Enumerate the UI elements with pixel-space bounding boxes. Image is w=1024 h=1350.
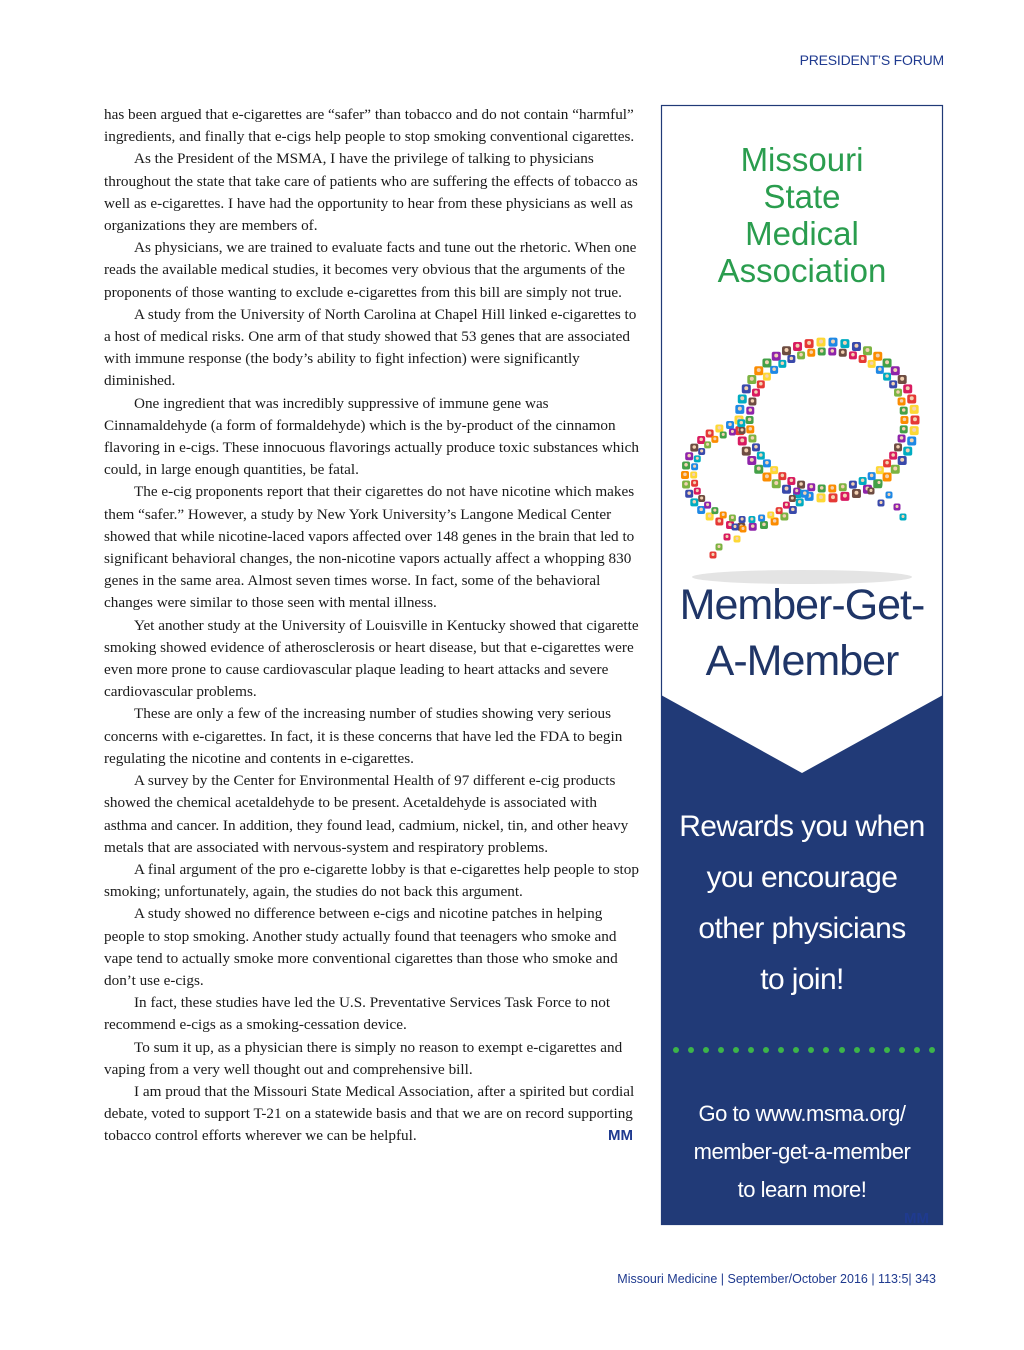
paragraph-last <box>104 1081 639 1148</box>
person-figure-icon <box>772 352 781 361</box>
person-figure-icon <box>778 360 786 368</box>
person-figure-icon <box>876 480 883 487</box>
person-figure-icon <box>883 459 891 467</box>
person-figure-icon <box>716 544 723 551</box>
divider-dot <box>899 1047 905 1053</box>
person-figure-icon <box>732 524 739 531</box>
paragraph: A final argument of the pro e-cigarette lobby is that e-cigarettes help people to stop smoking; unfortunately, again, the studies do not back this argument. <box>104 860 639 901</box>
person-figure-icon <box>757 452 765 460</box>
person-figure-icon <box>839 483 847 491</box>
member-get-a-member-ad <box>661 105 943 1225</box>
person-figure-icon <box>829 338 838 347</box>
person-figure-icon <box>711 436 718 443</box>
person-figure-icon <box>852 489 861 498</box>
person-figure-icon <box>898 397 906 405</box>
person-figure-icon <box>910 426 919 435</box>
person-figure-icon <box>829 493 838 502</box>
person-figure-icon <box>748 435 756 443</box>
person-figure-icon <box>793 342 802 351</box>
person-figure-icon <box>911 416 920 425</box>
person-figure-icon <box>742 384 751 393</box>
end-mark: MM <box>608 1127 633 1145</box>
person-figure-icon <box>903 384 912 393</box>
person-figure-icon <box>770 366 778 374</box>
person-figure-icon <box>789 495 796 502</box>
person-figure-icon <box>704 441 711 448</box>
person-figure-icon <box>739 427 746 434</box>
person-figure-icon <box>691 480 698 487</box>
dotted-divider <box>673 1047 935 1057</box>
person-figure-icon <box>697 436 705 444</box>
divider-dot <box>733 1047 739 1053</box>
person-figure-icon <box>752 443 760 451</box>
person-figure-icon <box>849 481 857 489</box>
divider-dot <box>808 1047 814 1053</box>
person-figure-icon <box>801 490 809 498</box>
person-figure-icon <box>734 536 741 543</box>
paragraph: One ingredient that was incredibly suppressive of immune gene was Cinnamaldehyde (a form of formaldehyde) which is the by-product of the cinnamon flavoring in e-cigs. These innocuous flavorings actually produce toxic substances which could, in large enough quantities, be fatal. <box>104 394 639 479</box>
person-figure-icon <box>883 373 891 381</box>
paragraph: Yet another study at the University of Louisville in Kentucky showed that cigarette smoking showed evidence of atherosclerosis or heart disease, but that e-cigarettes were even more prone to cause cardiovascular plaque leading to heart attacks and severe cardiovascular problems. <box>104 616 639 701</box>
person-figure-icon <box>883 473 892 482</box>
person-figure-icon <box>900 407 908 415</box>
person-figure-icon <box>894 389 902 397</box>
paragraph: The e-cig proponents report that their cigarettes do not have nicotine which makes them “safer.” However, a study by New York University’s Langone Medical Center showed that while nicotine-laced vapors affected over 148 genes in the brain that led to significant behavioral changes, the non-nicotine vapors actually affect a whopping 830 genes in the same area. Almost seven times worse. In fact, some of the behavioral changes were similar to those seen with mental illness. <box>104 483 635 612</box>
speech-bubbles-people-icon <box>665 315 939 595</box>
cta-link-line[interactable]: Go to www.msma.org/ <box>698 1101 906 1126</box>
person-figure-icon <box>900 416 908 424</box>
person-figure-icon <box>797 481 805 489</box>
person-figure-icon <box>889 380 897 388</box>
org-name <box>661 141 943 289</box>
person-figure-icon <box>760 521 768 529</box>
person-figure-icon <box>690 498 698 506</box>
person-figure-icon <box>694 488 701 495</box>
person-figure-icon <box>770 466 778 474</box>
person-figure-icon <box>747 375 756 384</box>
person-figure-icon <box>735 405 744 414</box>
ad-mm-fragment <box>904 1210 942 1227</box>
person-figure-icon <box>746 407 754 415</box>
person-figure-icon <box>767 512 774 519</box>
org-line: Missouri <box>740 141 864 178</box>
person-figure-icon <box>782 346 791 355</box>
org-line: Association <box>717 252 887 289</box>
person-figure-icon <box>793 488 800 495</box>
person-figure-icon <box>849 351 857 359</box>
person-figure-icon <box>818 484 826 492</box>
person-figure-icon <box>900 514 907 521</box>
person-figure-icon <box>873 352 882 361</box>
person-figure-icon <box>828 484 836 492</box>
person-figure-icon <box>772 479 781 488</box>
person-figure-icon <box>763 373 771 381</box>
person-figure-icon <box>787 355 795 363</box>
paragraph: A study showed no difference between e-cigs and nicotine patches in helping people to stop smoking. Another study actually found that teenagers who smoke and vape tend to actually smoke more conventional cigarettes than those who smoke and don’t use e-cigs. <box>104 905 618 989</box>
person-figure-icon <box>898 456 907 465</box>
person-figure-icon <box>691 463 698 470</box>
person-figure-icon <box>690 472 697 479</box>
person-figure-icon <box>840 492 849 501</box>
divider-dot <box>748 1047 754 1053</box>
article-body <box>104 104 639 1148</box>
person-figure-icon <box>818 348 826 356</box>
paragraph: As the President of the MSMA, I have the privilege of talking to physicians throughout the state that take care of patients who are suffering the effects of tobacco as well as e-cigarettes. I have had the opportunity to hear from these physicians as well as organizations they are members of. <box>104 150 638 235</box>
person-figure-icon <box>868 488 875 495</box>
person-figure-icon <box>840 339 849 348</box>
headline-line: A-Member <box>705 637 899 685</box>
divider-dot <box>839 1047 845 1053</box>
person-figure-icon <box>694 455 701 462</box>
person-figure-icon <box>807 349 815 357</box>
person-figure-icon <box>900 425 908 433</box>
person-figure-icon <box>894 504 901 511</box>
person-figure-icon <box>876 466 884 474</box>
person-figure-icon <box>828 348 836 356</box>
person-figure-icon <box>740 526 747 533</box>
person-figure-icon <box>886 492 893 499</box>
divider-dot <box>703 1047 709 1053</box>
person-figure-icon <box>763 459 771 467</box>
person-figure-icon <box>747 456 756 465</box>
paragraph: In fact, these studies have led the U.S. Preventative Services Task Force to not recommend e-cigs as a smoking-cessation device. <box>104 994 611 1034</box>
person-figure-icon <box>903 447 912 456</box>
person-figure-icon <box>754 465 763 474</box>
person-figure-icon <box>715 518 723 526</box>
person-figure-icon <box>752 389 760 397</box>
person-figure-icon <box>742 447 751 456</box>
divider-dot <box>763 1047 769 1053</box>
person-figure-icon <box>894 443 902 451</box>
divider-dot <box>793 1047 799 1053</box>
person-figure-icon <box>757 380 765 388</box>
person-figure-icon <box>868 472 876 480</box>
paragraph: has been argued that e-cigarettes are “safer” than tobacco and do not contain “harmful” ingredients, and finally that e-cigs help people to stop smoking conventional cigarettes. <box>104 106 635 146</box>
person-figure-icon <box>710 552 717 559</box>
person-figure-icon <box>883 358 892 367</box>
person-figure-icon <box>776 507 783 514</box>
person-figure-icon <box>863 346 872 355</box>
divider-dot <box>718 1047 724 1053</box>
divider-dot <box>884 1047 890 1053</box>
person-figure-icon <box>748 397 756 405</box>
ad-call-to-action <box>661 1095 943 1209</box>
person-figure-icon <box>907 437 916 446</box>
person-figure-icon <box>738 394 747 403</box>
divider-dot <box>854 1047 860 1053</box>
person-figure-icon <box>876 366 884 374</box>
rewards-line: Rewards you when <box>679 810 925 843</box>
person-figure-icon <box>758 515 765 522</box>
person-figure-icon <box>907 394 916 403</box>
cta-line: to learn more! <box>737 1177 867 1202</box>
person-figure-icon <box>805 339 814 348</box>
person-figure-icon <box>711 507 718 514</box>
person-figure-icon <box>889 452 897 460</box>
person-figure-icon <box>778 472 786 480</box>
person-figure-icon <box>724 534 731 541</box>
person-figure-icon <box>852 342 861 351</box>
person-figure-icon <box>771 518 779 526</box>
ad-headline <box>661 577 943 689</box>
person-figure-icon <box>738 437 747 446</box>
person-figure-icon <box>748 516 755 523</box>
cta-link-line[interactable]: member-get-a-member <box>693 1139 911 1164</box>
person-figure-icon <box>807 483 815 491</box>
divider-dot <box>778 1047 784 1053</box>
person-figure-icon <box>690 444 698 452</box>
divider-dot <box>673 1047 679 1053</box>
person-figure-icon <box>685 490 693 498</box>
person-figure-icon <box>839 349 847 357</box>
person-figure-icon <box>698 495 705 502</box>
person-figure-icon <box>789 506 797 514</box>
person-figure-icon <box>910 405 919 414</box>
person-figure-icon <box>697 506 705 514</box>
person-figure-icon <box>685 452 693 460</box>
person-figure-icon <box>859 477 867 485</box>
person-figure-icon <box>878 500 885 507</box>
paragraph: As physicians, we are trained to evaluate facts and tune out the rhetoric. When one reads the available medical studies, it becomes very obvious that the arguments of the proponents of those wanting to exclude e-cigarettes from this bill are simply not true. <box>104 239 637 301</box>
ad-rewards-text <box>661 801 943 1005</box>
person-figure-icon <box>762 358 771 367</box>
person-figure-icon <box>746 425 754 433</box>
person-figure-icon <box>796 498 804 506</box>
person-figure-icon <box>762 473 771 482</box>
page-footer: Missouri Medicine | September/October 2016 | 113:5| 343 <box>617 1272 936 1286</box>
ad-mm-mark: MM <box>904 1210 929 1227</box>
person-figure-icon <box>729 428 736 435</box>
person-figure-icon <box>749 523 757 531</box>
person-figure-icon <box>782 485 791 494</box>
rewards-line: to join! <box>760 963 844 996</box>
person-figure-icon <box>816 493 825 502</box>
divider-dot <box>914 1047 920 1053</box>
person-figure-icon <box>715 424 723 432</box>
person-figure-icon <box>729 515 736 522</box>
person-figure-icon <box>754 366 763 375</box>
divider-dot <box>823 1047 829 1053</box>
person-figure-icon <box>739 516 746 523</box>
person-figure-icon <box>868 360 876 368</box>
person-figure-icon <box>682 461 690 469</box>
org-line: Medical <box>745 215 859 252</box>
person-figure-icon <box>698 448 705 455</box>
paragraph-last-text: I am proud that the Missouri State Medical Association, after a spirited but cordial debate, voted to support T-21 on a statewide basis and that we are on record supporting tobacco control efforts wherever we can be helpful. <box>104 1082 635 1145</box>
person-figure-icon <box>746 416 754 424</box>
divider-dot <box>688 1047 694 1053</box>
section-header: PRESIDENT’S FORUM <box>799 52 944 68</box>
person-figure-icon <box>787 477 795 485</box>
person-figure-icon <box>682 481 690 489</box>
person-figure-icon <box>720 512 727 519</box>
person-figure-icon <box>681 471 689 479</box>
person-figure-icon <box>891 465 900 474</box>
paragraph: These are only a few of the increasing number of studies showing very serious concerns with e-cigarettes. In fact, it is these concerns that have led the FDA to begin regulating the nicotine and contents in e-cigarettes. <box>104 705 623 767</box>
divider-dot <box>869 1047 875 1053</box>
person-figure-icon <box>704 502 711 509</box>
person-figure-icon <box>797 351 805 359</box>
rewards-line: other physicians <box>698 912 906 945</box>
headline-line: Member-Get- <box>679 581 925 629</box>
divider-dot <box>929 1047 935 1053</box>
person-figure-icon <box>891 366 900 375</box>
paragraph: A survey by the Center for Environmental Health of 97 different e-cig products showed the chemical acetaldehyde to be present. Acetaldehyde is associated with asthma and cancer. In addition, they found lead, cadmium, nickel, tin, and other heavy metals that are associated with nervous-system and respiratory problems. <box>104 772 629 856</box>
person-figure-icon <box>783 502 790 509</box>
paragraph: To sum it up, as a physician there is simply no reason to exempt e-cigarettes and vaping from a very well thought out and comprehensive bill. <box>104 1038 623 1078</box>
org-line: State <box>763 178 841 215</box>
person-figure-icon <box>898 375 907 384</box>
person-figure-icon <box>859 355 867 363</box>
person-figure-icon <box>720 431 727 438</box>
person-figure-icon <box>816 338 825 347</box>
person-figure-icon <box>726 421 734 429</box>
paragraph: A study from the University of North Carolina at Chapel Hill linked e-cigarettes to a host of medical risks. One arm of that study showed that 53 genes that are associated with immune response (the body’s ability to fight infection) were significantly diminished. <box>104 305 637 390</box>
person-figure-icon <box>898 435 906 443</box>
rewards-line: you encourage <box>706 861 898 894</box>
person-figure-icon <box>737 419 745 427</box>
